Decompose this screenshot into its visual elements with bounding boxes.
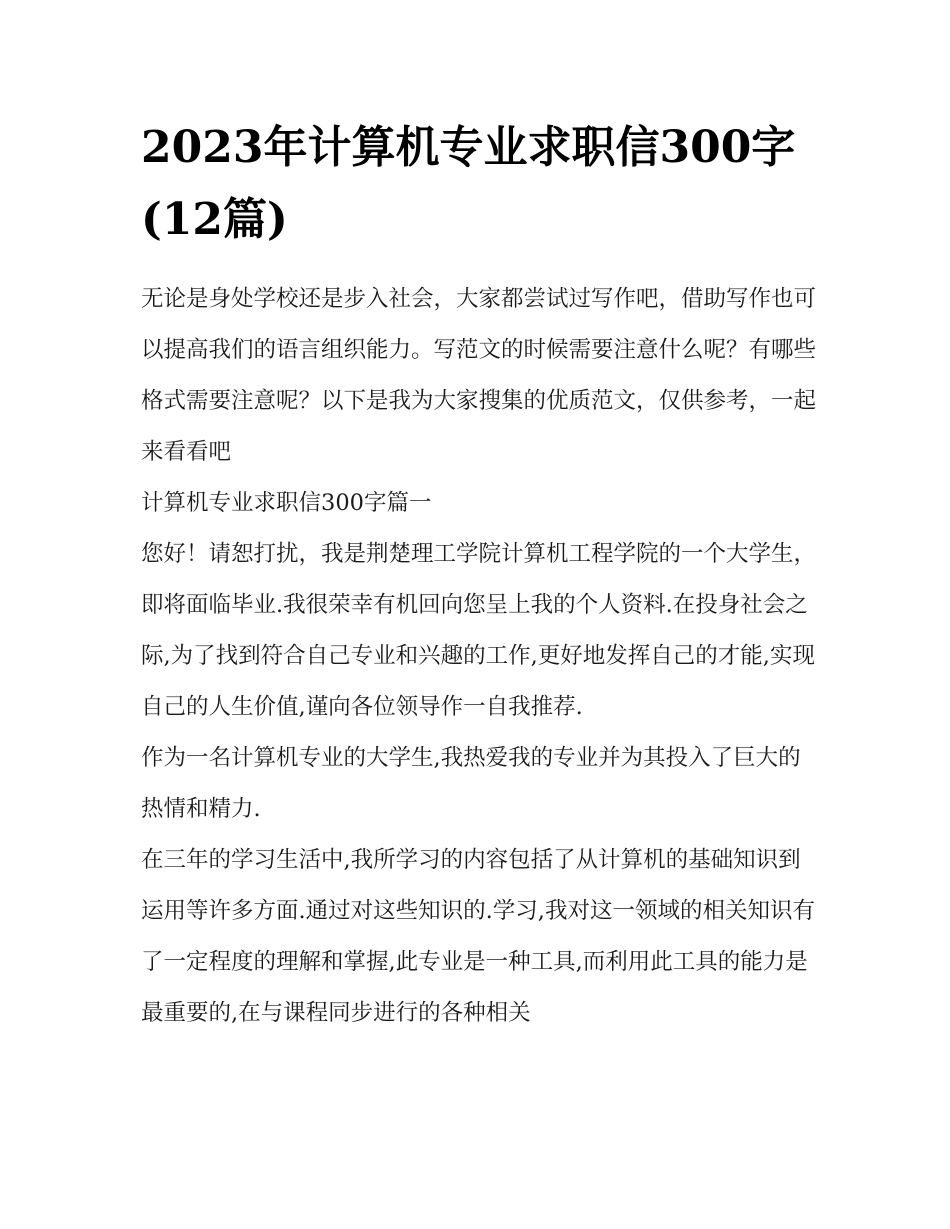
intro-paragraph: 无论是身处学校还是步入社会，大家都尝试过写作吧，借助写作也可以提高我们的语言组织能力。写范文的时候需要注意什么呢？有哪些格式需要注意呢？以下是我为大家搜集的优质范文，仅供参考，一起来看看吧 bbox=[141, 286, 817, 465]
document-page bbox=[141, 112, 821, 1039]
body-paragraph: 在三年的学习生活中,我所学习的内容包括了从计算机的基础知识到运用等许多方面.通过对这些知识的.学习,我对这一领域的相关知识有了一定程度的理解和掌握,此专业是一种工具,而利用此工具的能力是最重要的,在与课程同步进行的各种相关 bbox=[141, 847, 815, 1026]
body-paragraph: 作为一名计算机专业的大学生,我热爱我的专业并为其投入了巨大的热情和精力. bbox=[141, 745, 801, 822]
section-heading: 计算机专业求职信300字篇一 bbox=[141, 490, 432, 516]
body-paragraph: 您好！请恕打扰，我是荆楚理工学院计算机工程学院的一个大学生，即将面临毕业.我很荣幸有机回向您呈上我的个人资料.在投身社会之际,为了找到符合自己专业和兴趣的工作,更好地发挥自己的才能,实现自己的人生价值,谨向各位领导作一自我推荐. bbox=[141, 541, 817, 720]
document-title: 2023年计算机专业求职信300字(12篇) bbox=[141, 122, 796, 245]
